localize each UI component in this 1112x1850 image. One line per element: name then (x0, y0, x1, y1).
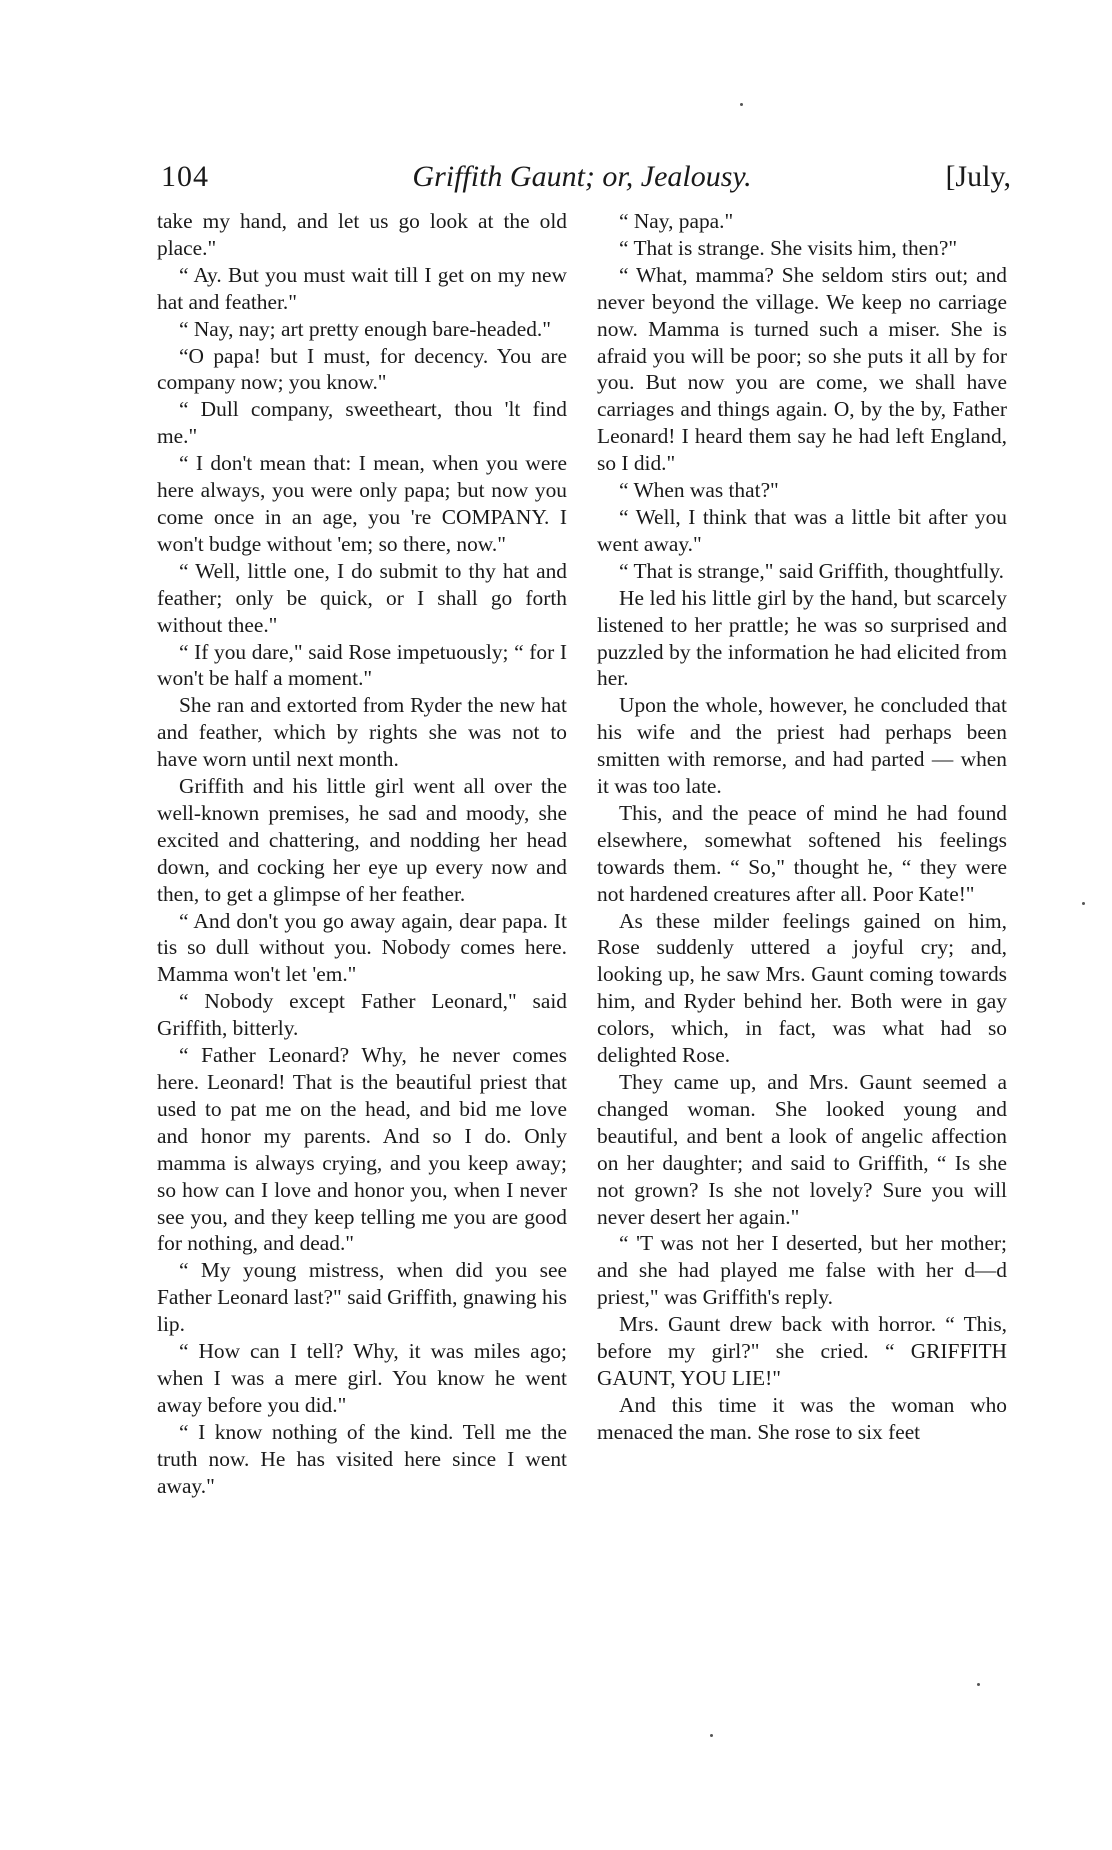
paragraph: As these milder feelings gained on him, Rose suddenly uttered a joyful cry; and, looking up, he saw Mrs. Gaunt coming towards him, and Ryder behind her. Both were in gay colors, which, in fact, was what had so delighted Rose. (597, 908, 1007, 1068)
paragraph: “ Nay, papa." (619, 209, 734, 233)
text-columns (157, 208, 1007, 1500)
paragraph: “ I know nothing of the kind. Tell me the truth now. He has visited here since I went away." (157, 1419, 567, 1498)
speck (977, 1683, 980, 1686)
paragraph: “ And don't you go away again, dear papa. It tis so dull without you. Nobody comes here. Mamma won't let 'em." (157, 908, 567, 987)
speck (1082, 902, 1085, 905)
paragraph: “ Ay. But you must wait till I get on my new hat and feather." (157, 262, 567, 314)
paragraph: “ Well, little one, I do submit to thy hat and feather; only be quick, or I shall go forth without thee." (157, 558, 567, 637)
paragraph: “ Father Leonard? Why, he never comes here. Leonard! That is the beautiful priest that used to pat me on the head, and bid me love and honor my parents. And so I do. Only mamma is always crying, and you keep away; so how can I love and honor you, when I never see you, and they keep telling me you are good for nothing, and dead." (157, 1043, 567, 1256)
page-number: 104 (161, 160, 209, 193)
right-column (597, 208, 1007, 1500)
running-title: Griffith Gaunt; or, Jealousy. (412, 160, 752, 193)
speck (740, 103, 743, 106)
paragraph: Upon the whole, however, he concluded that his wife and the priest had perhaps been smitten with remorse, and had parted — when it was too late. (597, 693, 1007, 799)
paragraph: They came up, and Mrs. Gaunt seemed a changed woman. She looked young and beautiful, and bent a look of angelic affection on her daughter; and said to Griffith, “ Is she not grown? Is she not lovely? Sure you will never desert her again." (597, 1070, 1007, 1229)
paragraph: take my hand, and let us go look at the old place." (157, 209, 567, 260)
paragraph: “ If you dare," said Rose impetuously; “ for I won't be half a moment." (157, 639, 567, 691)
paragraph: “O papa! but I must, for decency. You are company now; you know." (157, 343, 567, 395)
paragraph: “ What, mamma? She seldom stirs out; and never beyond the village. We keep no carriage now. Mamma is turned such a miser. She is afraid you will be poor; so she puts it all by for you. But now you are come, we shall have carriages and things again. O, by the by, Father Leonard! I heard them say he had left England, so I did." (597, 262, 1007, 476)
paragraph: “ My young mistress, when did you see Father Leonard last?" said Griffith, gnawing his lip. (157, 1258, 567, 1337)
paragraph: “ Dull company, sweetheart, thou 'lt find me." (157, 397, 567, 449)
paragraph: “ Nobody except Father Leonard," said Griffith, bitterly. (157, 989, 567, 1041)
running-header (157, 160, 1011, 206)
paragraph: “ That is strange. She visits him, then?" (619, 235, 958, 260)
paragraph: She ran and extorted from Ryder the new hat and feather, which by rights she was not to have worn until next month. (157, 693, 567, 772)
paragraph: “ Well, I think that was a little bit after you went away." (597, 504, 1007, 556)
paragraph: This, and the peace of mind he had found elsewhere, somewhat softened his feelings towards them. “ So," thought he, “ they were not hardened creatures after all. Poor Kate!" (597, 800, 1007, 906)
paragraph: “ Nay, nay; art pretty enough bare-headed." (179, 316, 552, 341)
issue-month: [July, (945, 160, 1011, 193)
paragraph: And this time it was the woman who menaced the man. She rose to six feet (597, 1392, 1007, 1444)
paragraph: Mrs. Gaunt drew back with horror. “ This, before my girl?" she cried. “ GRIFFITH GAUNT, YOU LIE!" (597, 1312, 1007, 1390)
left-column (157, 208, 567, 1500)
paragraph: Griffith and his little girl went all over the well-known premises, he sad and moody, she excited and chattering, and nodding her head down, and cocking her eye up every now and then, to get a glimpse of her feather. (157, 774, 567, 906)
paragraph: “ I don't mean that: I mean, when you were here always, you were only papa; but now you come once in an age, you 're COMPANY. I won't budge without 'em; so there, now." (157, 451, 567, 556)
paragraph: He led his little girl by the hand, but scarcely listened to her prattle; he was so surprised and puzzled by the information he had elicited from her. (597, 585, 1007, 691)
paragraph: “ 'T was not her I deserted, but her mother; and she had played me false with her d—d priest," was Griffith's reply. (597, 1231, 1007, 1310)
paragraph: “ That is strange," said Griffith, thoughtfully. (619, 558, 1004, 583)
paragraph: “ How can I tell? Why, it was miles ago; when I was a mere girl. You know he went away before you did." (157, 1339, 567, 1417)
speck (710, 1734, 713, 1737)
page (157, 160, 1011, 1500)
paragraph: “ When was that?" (619, 478, 779, 503)
